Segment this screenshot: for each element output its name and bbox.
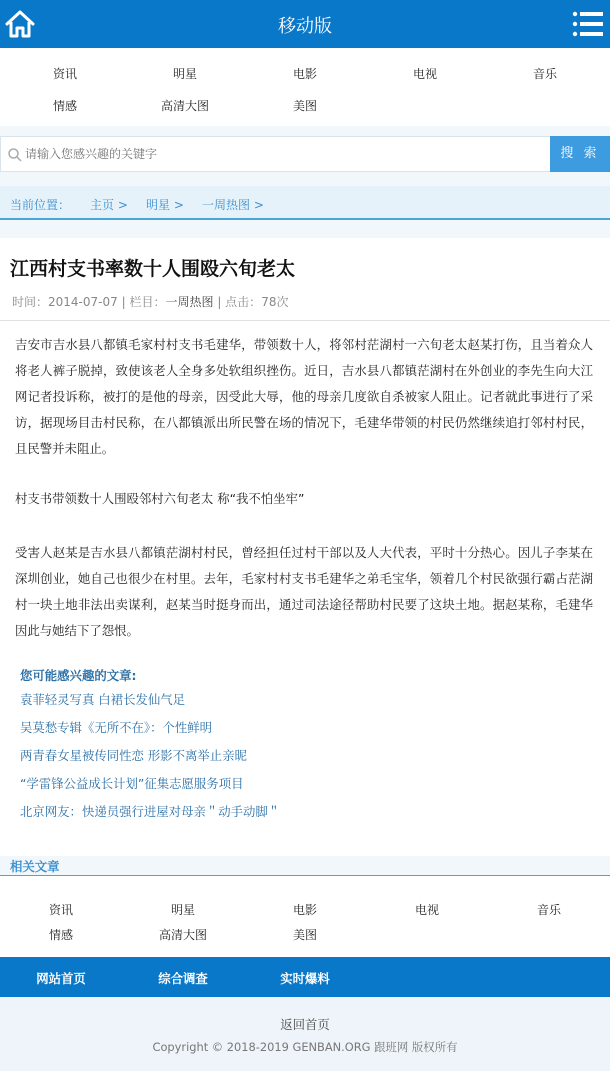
bottom-nav-item-news[interactable]: 资讯: [48, 903, 73, 917]
meta-column-label: 栏目：: [129, 295, 166, 309]
footer-survey-link[interactable]: 综合调查: [158, 971, 208, 986]
bottom-nav-item-pics[interactable]: 美图: [292, 928, 317, 942]
related-link-1[interactable]: 袁菲轻灵写真 白裙长发仙气足: [20, 692, 186, 707]
meta-clicks: 78次: [261, 295, 289, 309]
breadcrumb-stars[interactable]: 明星 >: [146, 198, 184, 212]
nav-item-stars[interactable]: 明星: [172, 67, 197, 81]
search-button[interactable]: 搜 索: [550, 136, 610, 172]
bottom-nav-item-tv[interactable]: 电视: [414, 903, 439, 917]
footer-news-tip-link[interactable]: 实时爆料: [280, 971, 330, 986]
nav-item-pics[interactable]: 美图: [292, 99, 317, 113]
bottom-nav-item-music[interactable]: 音乐: [536, 903, 561, 917]
meta-column[interactable]: 一周热图: [165, 295, 214, 309]
search-bar: [0, 136, 610, 172]
bottom-nav-item-stars[interactable]: 明星: [170, 903, 195, 917]
top-nav: [0, 48, 610, 126]
bottom-nav-item-hd-pics[interactable]: 高清大图: [158, 928, 207, 942]
top-header: [0, 0, 610, 48]
nav-item-hd-pics[interactable]: 高清大图: [160, 99, 209, 113]
back-home-link[interactable]: 返回首页: [280, 1017, 330, 1032]
article-paragraph-3: 受害人赵某是吉水县八都镇茫湖村村民，曾经担任过村干部以及人大代表，平时十分热心。因儿子李某在深圳创业，她自己也很少在村里。去年，毛家村村支书毛建华之弟毛宝华，领着几个村民欲强行霸占茫湖村一块土地非法出卖谋利，赵某当时挺身而出，通过司法途径帮助村民要了这块土地。据赵某称，毛建华因此与她结下了怨恨。: [15, 545, 593, 638]
related-articles-heading: 您可能感兴趣的文章:: [20, 668, 137, 683]
breadcrumb: [0, 186, 610, 220]
nav-item-news[interactable]: 资讯: [52, 67, 77, 81]
related-link-4[interactable]: “学雷锋公益成长计划”征集志愿服务项目: [20, 776, 244, 791]
article: [0, 238, 610, 856]
related-link-3[interactable]: 两青春女星被传同性恋 形影不离举止亲昵: [20, 748, 247, 763]
related-section: [0, 856, 610, 876]
copyright: Copyright © 2018-2019 GENBAN.ORG 跟班网 版权所有: [152, 1040, 458, 1054]
nav-item-movies[interactable]: 电影: [292, 67, 317, 81]
breadcrumb-label: 当前位置：: [10, 198, 71, 212]
article-paragraph-1: 吉安市吉水县八都镇毛家村村支书毛建华，带领数十人，将邻村茫湖村一六旬老太赵某打伤，且当着众人将老人裤子脱掉，致使该老人全身多处软组织挫伤。近日，吉水县八都镇茫湖村在外创业的李先生向大江网记者投诉称，被打的是他的母亲，因受此大辱，他的母亲几度欲自杀被家人阻止。记者就此事进行了采访，据现场目击村民称，在八都镇派出所民警在场的情况下，毛建华带领的村民仍然继续追打邻村村民，且民警并未阻止。: [15, 337, 593, 456]
article-meta: 时间：2014-07-07 | 栏目：一周热图 | 点击：78次: [12, 295, 289, 309]
related-link-5[interactable]: 北京网友：快递员强行进屋对母亲＂动手动脚＂: [20, 804, 281, 819]
site-title: 移动版: [278, 16, 332, 37]
nav-item-music[interactable]: 音乐: [532, 67, 557, 81]
breadcrumb-home[interactable]: 主页 >: [90, 198, 128, 212]
bottom-bar: [0, 957, 610, 997]
bottom-nav: [0, 876, 610, 957]
search-icon: [7, 147, 23, 163]
breadcrumb-weekly-hot[interactable]: 一周热图 >: [202, 198, 264, 212]
nav-item-tv[interactable]: 电视: [412, 67, 437, 81]
article-paragraph-2: 村支书带领数十人围殴邻村六旬老太 称“我不怕坐牢”: [15, 491, 305, 506]
footer: [0, 997, 610, 1071]
divider: [0, 320, 610, 321]
bottom-nav-item-movies[interactable]: 电影: [292, 903, 317, 917]
meta-time-label: 时间：: [12, 295, 49, 309]
related-section-title: 相关文章: [10, 859, 60, 874]
bottom-nav-item-emotion[interactable]: 情感: [48, 928, 73, 942]
footer-home-link[interactable]: 网站首页: [36, 971, 86, 986]
meta-clicks-label: 点击：: [225, 295, 262, 309]
article-title: 江西村支书率数十人围殴六旬老太: [10, 258, 296, 280]
menu-icon[interactable]: [572, 10, 604, 38]
meta-time: 2014-07-07: [48, 295, 118, 309]
nav-item-emotion[interactable]: 情感: [52, 99, 77, 113]
search-input[interactable]: [25, 137, 545, 171]
related-link-2[interactable]: 吴莫愁专辑《无所不在》：个性鲜明: [20, 720, 213, 735]
